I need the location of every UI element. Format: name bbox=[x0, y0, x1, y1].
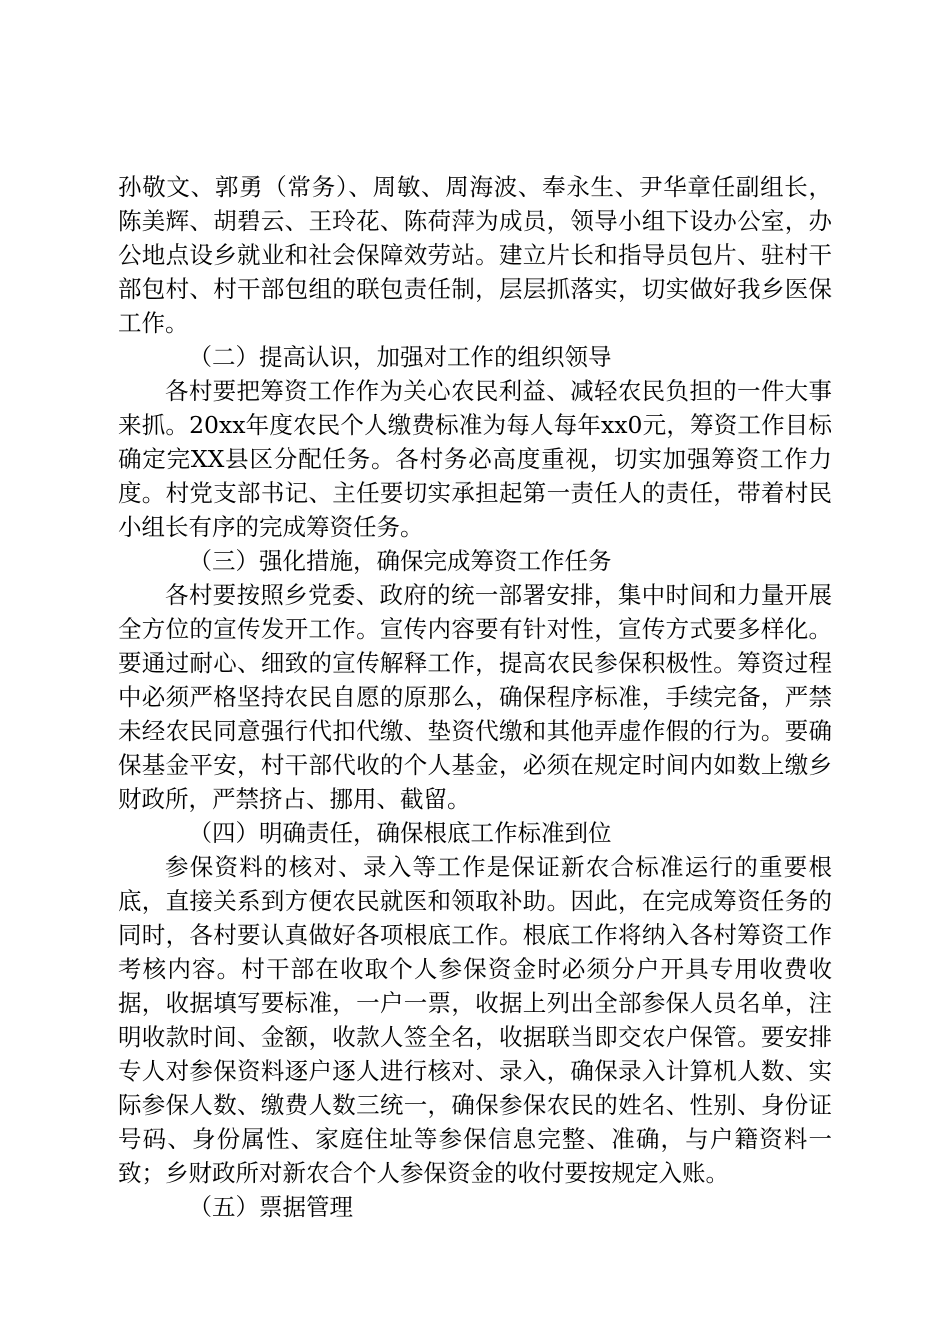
paragraph-continuation: 孙敬文、郭勇（常务）、周敏、周海波、奉永生、尹华章任副组长，陈美辉、胡碧云、王玲花、陈荷萍为成员，领导小组下设办公室，办公地点设乡就业和社会保障效劳站。建立片长和指导员包片、驻村干部包村、村干部包组的联包责任制，层层抓落实，切实做好我乡医保工作。 bbox=[118, 173, 832, 337]
paragraph-fundraising-importance: 各村要把筹资工作作为关心农民利益、减轻农民负担的一件大事来抓。20xx年度农民个人缴费标准为每人每年xx0元，筹资工作目标确定完XX县区分配任务。各村务必高度重视，切实加强筹资工作力度。村党支部书记、主任要切实承担起第一责任人的责任，带着村民小组长有序的完成筹资任务。 bbox=[118, 377, 832, 541]
section-heading-2: （二）提高认识，加强对工作的组织领导 bbox=[188, 343, 612, 371]
section-heading-3: （三）强化措施，确保完成筹资工作任务 bbox=[188, 547, 612, 575]
document-body bbox=[118, 170, 832, 1224]
section-heading-5: （五）票据管理 bbox=[188, 1193, 353, 1221]
paragraph-measures: 各村要按照乡党委、政府的统一部署安排，集中时间和力量开展全方位的宣传发开工作。宣传内容要有针对性，宣传方式要多样化。要通过耐心、细致的宣传解释工作，提高农民参保积极性。筹资过程中必须严格坚持农民自愿的原那么，确保程序标准，手续完备，严禁未经农民同意强行代扣代缴、垫资代缴和其他弄虚作假的行为。要确保基金平安，村干部代收的个人基金，必须在规定时间内如数上缴乡财政所，严禁挤占、挪用、截留。 bbox=[118, 581, 832, 813]
section-heading-4: （四）明确责任，确保根底工作标准到位 bbox=[188, 819, 612, 847]
paragraph-responsibilities: 参保资料的核对、录入等工作是保证新农合标准运行的重要根底，直接关系到方便农民就医和领取补助。因此，在完成筹资任务的同时，各村要认真做好各项根底工作。根底工作将纳入各村筹资工作考核内容。村干部在收取个人参保资金时必须分户开具专用收费收据，收据填写要标准，一户一票，收据上列出全部参保人员名单，注明收款时间、金额，收款人签全名，收据联当即交农户保管。要安排专人对参保资料逐户逐人进行核对、录入，确保录入计算机人数、实际参保人数、缴费人数三统一，确保参保农民的姓名、性别、身份证号码、身份属性、家庭住址等参保信息完整、准确，与户籍资料一致；乡财政所对新农合个人参保资金的收付要按规定入账。 bbox=[118, 853, 832, 1187]
